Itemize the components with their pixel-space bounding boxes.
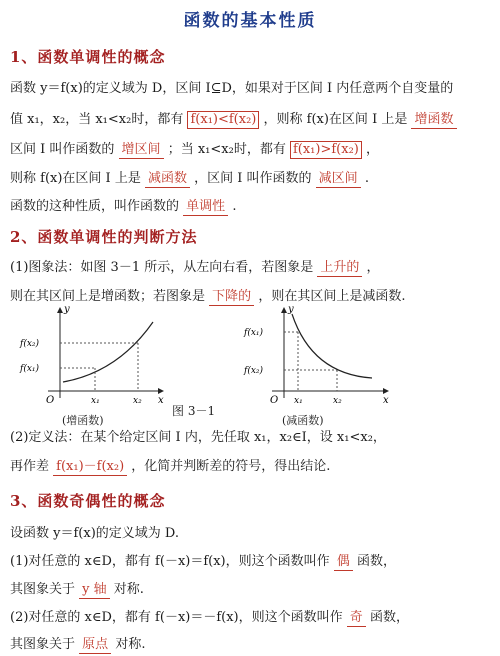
s1-line4: 则称 f(x)在区间 I 上是 减函数 ，区间 I 叫作函数的 减区间 . xyxy=(10,171,369,186)
s3-line3: 其图象关于 y 轴 对称. xyxy=(10,582,144,597)
dec-label-y: y xyxy=(288,304,294,315)
section2-heading: 2、函数单调性的判断方法 xyxy=(10,228,198,246)
s2-line1: (1)图象法：如图 3－1 所示，从左向右看，若图象是 上升的 ， xyxy=(10,260,380,275)
fill-f-inequality-lt: f(x₁)<f(x₂) xyxy=(187,111,259,129)
s2-line2: 则在其区间上是增函数；若图象是 下降的 ，则在其区间上是减函数. xyxy=(10,289,406,304)
dec-label-fx2: f(x₂) xyxy=(244,366,264,376)
fill-falling: 下降的 xyxy=(209,289,254,306)
fill-monotonicity: 单调性 xyxy=(183,199,228,216)
fill-increasing-interval: 增区间 xyxy=(119,142,164,159)
figure-caption: 图 3－1 xyxy=(172,404,216,418)
s1-line5: 函数的这种性质，叫作函数的 单调性 . xyxy=(10,199,237,214)
fill-rising: 上升的 xyxy=(317,260,362,277)
fill-even: 偶 xyxy=(334,554,353,571)
section1-heading: 1、函数单调性的概念 xyxy=(10,48,166,66)
graph-decreasing xyxy=(236,300,396,412)
inc-label-fx2: f(x₂) xyxy=(20,339,40,349)
dec-label-x1: x₁ xyxy=(294,396,303,406)
fill-y-axis: y 轴 xyxy=(79,582,109,599)
s2-line3: (2)定义法：在某个给定区间 I 内，先任取 x₁，x₂∈I，设 x₁<x₂， xyxy=(10,430,386,445)
caption-decreasing: (减函数) xyxy=(282,414,324,427)
fill-odd: 奇 xyxy=(347,610,366,627)
fill-increasing-function: 增函数 xyxy=(411,112,456,129)
inc-label-x1: x₁ xyxy=(91,396,100,406)
s3-line1: 设函数 y＝f(x)的定义域为 D. xyxy=(10,526,179,541)
dec-label-x: x xyxy=(383,395,389,406)
dec-curve xyxy=(292,314,372,378)
inc-curve xyxy=(63,322,153,382)
fill-f-inequality-gt: f(x₁)>f(x₂) xyxy=(290,141,362,159)
dec-label-fx1: f(x₁) xyxy=(244,328,264,338)
caption-increasing: (增函数) xyxy=(62,414,104,427)
dec-label-x2: x₂ xyxy=(333,396,342,406)
s3-line4: (2)对任意的 x∈D，都有 f(－x)＝－f(x)，则这个函数叫作 奇 函数， xyxy=(10,610,409,625)
s1-line2: 值 x₁，x₂，当 x₁<x₂时，都有 f(x₁)<f(x₂) ，则称 f(x)在区间 I 上是 增函数 xyxy=(10,111,494,129)
fill-decreasing-function: 减函数 xyxy=(145,171,190,188)
inc-label-y: y xyxy=(64,304,70,315)
graph-increasing xyxy=(8,300,168,412)
page-title: 函数的基本性质 xyxy=(183,11,317,31)
inc-label-x: x xyxy=(158,395,164,406)
fill-origin: 原点 xyxy=(79,637,111,654)
s1-line1: 函数 y＝f(x)的定义域为 D，区间 I⊆D，如果对于区间 I 内任意两个自变量的 xyxy=(10,81,454,96)
s3-line5: 其图象关于 原点 对称. xyxy=(10,637,146,652)
inc-label-origin: O xyxy=(46,395,55,406)
s3-line2: (1)对任意的 x∈D，都有 f(－x)＝f(x)，则这个函数叫作 偶 函数， xyxy=(10,554,396,569)
s2-line4: 再作差 f(x₁)－f(x₂) ，化简并判断差的符号，得出结论. xyxy=(10,459,331,474)
inc-label-x2: x₂ xyxy=(133,396,142,406)
inc-label-fx1: f(x₁) xyxy=(20,364,40,374)
fill-decreasing-interval: 减区间 xyxy=(316,171,361,188)
fill-difference: f(x₁)－f(x₂) xyxy=(53,459,127,476)
s1-line3: 区间 I 叫作函数的 增区间 ；当 x₁<x₂时，都有 f(x₁)>f(x₂) ， xyxy=(10,142,380,157)
dec-label-origin: O xyxy=(270,395,279,406)
section3-heading: 3、函数奇偶性的概念 xyxy=(10,492,166,510)
